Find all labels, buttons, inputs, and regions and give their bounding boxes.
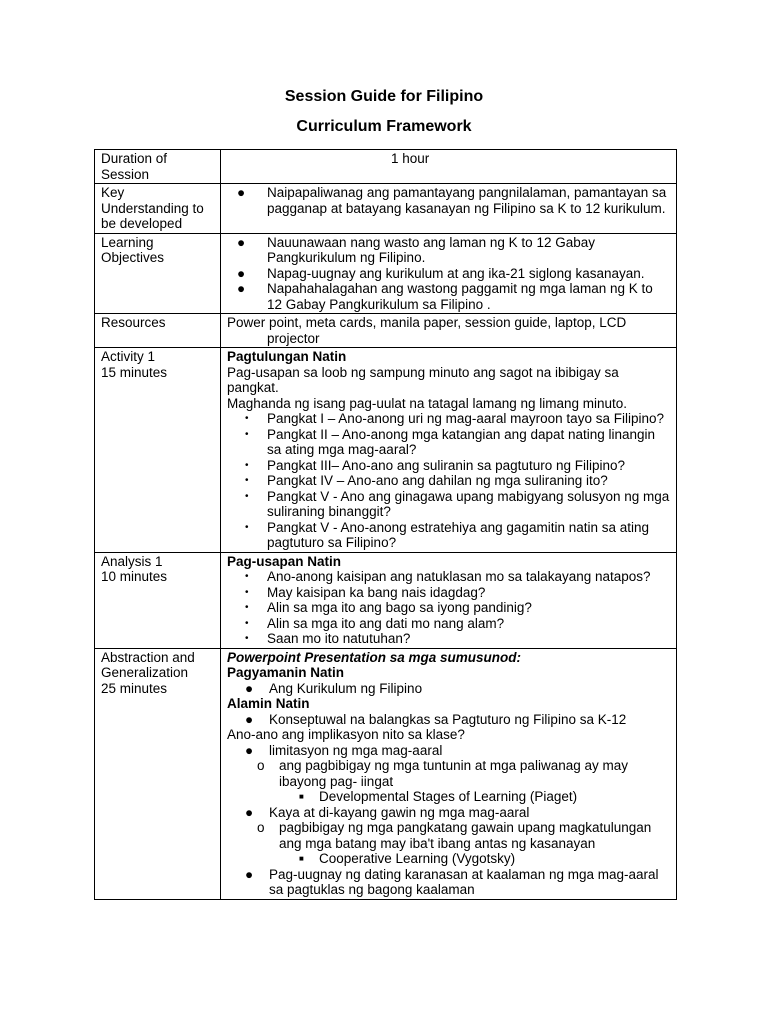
resources-row <box>95 314 677 348</box>
abstraction-label <box>95 648 221 899</box>
abstraction-duration: 25 minutes <box>101 680 168 696</box>
bullet-icon: ● <box>237 265 246 281</box>
bullet-icon: • <box>245 490 249 502</box>
list-item: ● Nauunawaan nang wasto ang laman ng K to 12 Gabay Pangkurikulum ng Filipino. <box>237 234 595 265</box>
pagyamanin-heading: Pagyamanin Natin <box>227 665 345 680</box>
activity-duration: 15 minutes <box>101 364 168 380</box>
list-item: ● Ang Kurikulum ng Filipino <box>245 680 423 696</box>
bullet-icon: • <box>245 602 249 613</box>
list-item: • Ano-anong kaisipan ang natuklasan mo sa talakayang natapos? <box>245 569 651 584</box>
list-item: • Pangkat II – Ano-anong mga katangian ang dapat nating linangin sa ating mga mag-aaral? <box>245 426 656 457</box>
list-item: • Alin sa mga ito ang dati mo nang alam? <box>245 615 505 631</box>
activity-label <box>95 348 221 553</box>
objectives-row <box>95 233 677 314</box>
list-item: • Pangkat V - Ano-anong estratehiya ang gagamitin natin sa ating pagtuturo sa Filipino? <box>245 519 650 550</box>
bullet-icon: • <box>245 413 249 424</box>
objectives-label: Learning Objectives <box>95 233 221 314</box>
circle-bullet-icon: o <box>257 758 265 773</box>
resources-content <box>221 314 677 348</box>
bullet-icon: • <box>245 521 249 533</box>
duration-row <box>95 150 677 184</box>
key-understanding-label: Key Understanding to be developed <box>95 184 221 234</box>
duration-label: Duration of Session <box>95 150 221 184</box>
list-item: • Saan mo ito natutuhan? <box>245 631 411 646</box>
list-item: ● Napahahalagahan ang wastong paggamit ng mga laman ng K to 12 Gabay Pangkurikulum sa Filipino . <box>237 281 653 312</box>
square-bullet-icon: ■ <box>299 792 304 801</box>
list-item: ● Pag-uugnay ng dating karanasan at kaalaman ng mga mag-aaral sa pagtuklas ng bagong kaalaman <box>245 866 659 897</box>
abstraction-content <box>221 648 677 899</box>
resources-line-2: projector <box>267 330 320 346</box>
activity-instruction-1: Pag-usapan sa loob ng sampung minuto ang sagot na ibibigay sa pangkat. <box>227 364 619 395</box>
list-item: o ang pagbibigay ng mga tuntunin at mga paliwanag ay may ibayong pag- iingat <box>257 758 628 789</box>
bullet-icon: ● <box>245 680 254 696</box>
list-item: ● limitasyon ng mga mag-aaral <box>245 742 443 758</box>
objectives-content <box>221 233 677 314</box>
bullet-icon: • <box>245 571 249 582</box>
analysis-label <box>95 552 221 648</box>
list-item: • Pangkat I – Ano-anong uri ng mag-aaral mayroon tayo sa Filipino? <box>245 411 664 426</box>
session-guide-table <box>94 149 677 900</box>
list-item: ● Napag-uugnay ang kurikulum at ang ika-21 siglong kasanayan. <box>237 265 645 281</box>
key-understanding-content <box>221 184 677 234</box>
analysis-row <box>95 552 677 648</box>
analysis-duration: 10 minutes <box>101 569 168 584</box>
bullet-icon: • <box>245 586 249 598</box>
activity-title: Activity 1 <box>101 349 156 364</box>
bullet-icon: ● <box>245 804 254 820</box>
list-item: • Pangkat III– Ano-ano ang suliranin sa pagtuturo ng Filipino? <box>245 457 625 473</box>
bullet-icon: • <box>245 428 249 440</box>
analysis-title: Analysis 1 <box>101 553 163 569</box>
analysis-content <box>221 552 677 648</box>
duration-text: 1 hour <box>391 151 430 166</box>
activity-row <box>95 348 677 553</box>
bullet-icon: • <box>245 459 249 471</box>
list-item: ● Konseptuwal na balangkas sa Pagtuturo ng Filipino sa K-12 <box>245 711 627 727</box>
bullet-icon: • <box>245 633 249 644</box>
activity-heading: Pagtulungan Natin <box>227 349 347 364</box>
bullet-icon: ● <box>237 234 246 250</box>
list-item: • Pangkat IV – Ano-ano ang dahilan ng mga suliraning ito? <box>245 473 608 488</box>
document-title: Session Guide for Filipino <box>284 88 484 105</box>
resources-label: Resources <box>95 314 221 348</box>
list-item: • Pangkat V - Ano ang ginagawa upang mabigyang solusyon ng mga suliraning binanggit? <box>245 488 670 519</box>
duration-value <box>221 150 677 184</box>
list-item: ■ Cooperative Learning (Vygotsky) <box>299 851 516 866</box>
implication-question: Ano-ano ang implikasyon nito sa klase? <box>227 727 465 742</box>
bullet-icon: • <box>245 475 249 486</box>
list-item: ● Kaya at di-kayang gawin ng mga mag-aaral <box>245 804 530 820</box>
bullet-icon: ● <box>237 185 246 200</box>
square-bullet-icon: ■ <box>299 854 304 863</box>
analysis-heading: Pag-usapan Natin <box>227 553 342 569</box>
bullet-icon: ● <box>245 866 254 882</box>
alamin-heading: Alamin Natin <box>227 696 310 711</box>
activity-content <box>221 348 677 553</box>
document-subtitle: Curriculum Framework <box>296 118 472 135</box>
circle-bullet-icon: o <box>257 820 265 835</box>
activity-instruction-2: Maghanda ng isang pag-uulat na tatagal lamang ng limang minuto. <box>227 395 628 411</box>
bullet-icon: ● <box>245 742 254 758</box>
list-item: • May kaisipan ka bang nais idagdag? <box>245 584 486 600</box>
key-understanding-row <box>95 184 677 234</box>
bullet-icon: ● <box>237 281 246 296</box>
list-item: ● Naipapaliwanag ang pamantayang pangnilalaman, pamantayan sa pagganap at batayang kasanayan ng Filipino sa K to 12 kurikulum. <box>237 185 667 216</box>
list-item: ■ Developmental Stages of Learning (Piaget) <box>299 789 578 804</box>
list-item: o pagbibigay ng mga pangkatang gawain upang magkatulungan ang mga batang may iba't ibang antas ng kasanayan <box>257 820 652 851</box>
abstraction-row <box>95 648 677 899</box>
abstraction-title: Abstraction and Generalization <box>101 649 195 680</box>
bullet-icon: • <box>245 617 249 629</box>
resources-line-1: Power point, meta cards, manila paper, session guide, laptop, LCD <box>227 315 627 330</box>
list-item: • Alin sa mga ito ang bago sa iyong pandinig? <box>245 600 532 615</box>
bullet-icon: ● <box>245 711 254 727</box>
abstraction-heading: Powerpoint Presentation sa mga sumusunod: <box>227 649 522 665</box>
